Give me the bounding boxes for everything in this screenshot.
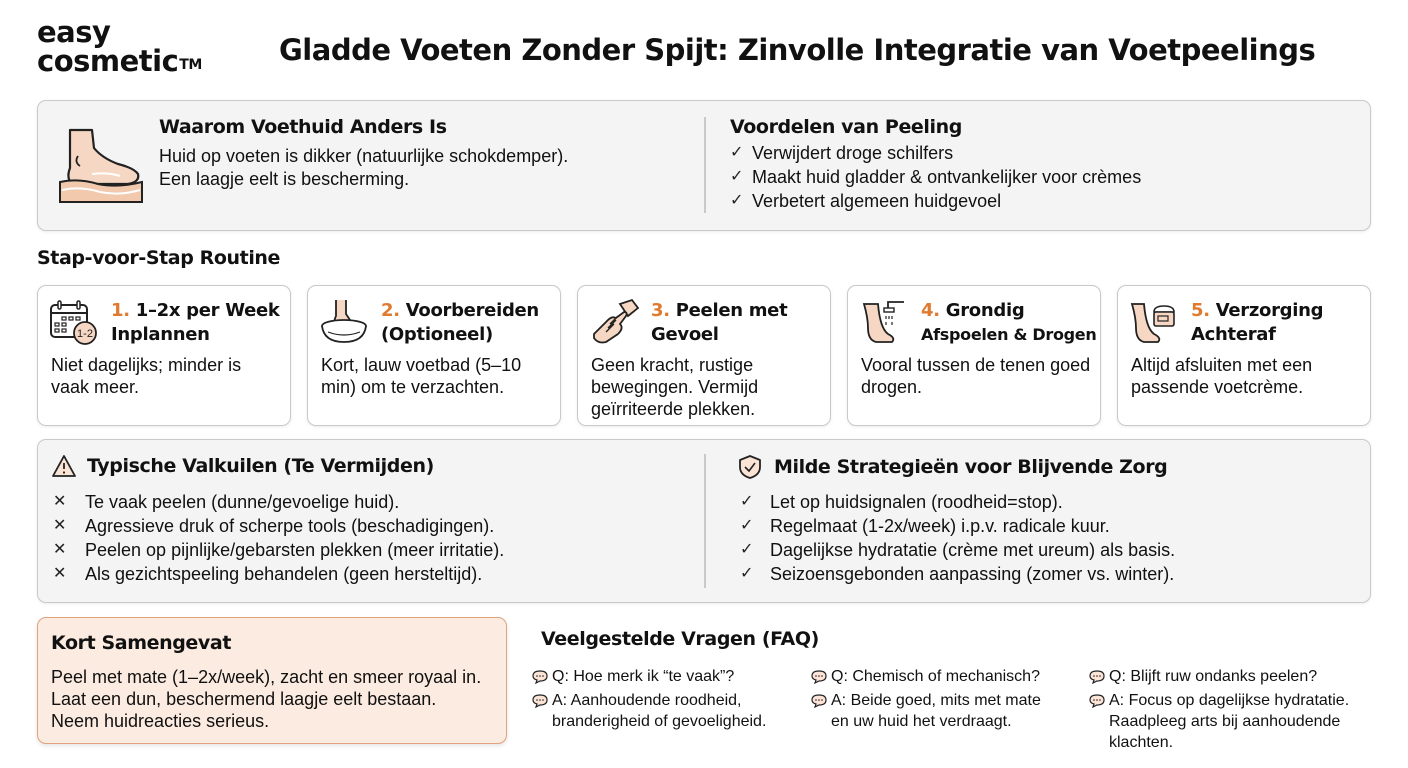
- pitfalls-strategies-panel: [37, 439, 1371, 603]
- step-card-1: [37, 285, 291, 426]
- faq-item-3: Q: Blijft ruw ondanks peelen? A: Focus op dagelijkse hydratatie. Raadpleeg arts bij aanhoudende klachten.: [1089, 666, 1349, 753]
- pitfalls-list: [53, 490, 504, 586]
- step-text: Niet dagelijks; minder is vaak meer.: [51, 355, 242, 397]
- check-icon: ✓: [730, 144, 744, 161]
- step-card-5: [1117, 285, 1371, 426]
- step-card-4: [847, 285, 1101, 426]
- benefits-list: [730, 141, 1141, 213]
- check-icon: ✓: [740, 565, 754, 582]
- strategies-heading: Milde Strategieën voor Blijvende Zorg: [774, 456, 1168, 478]
- svg-text:1-2: 1-2: [77, 328, 93, 340]
- cross-icon: ✕: [53, 493, 67, 510]
- speech-bubble-icon: [532, 666, 552, 690]
- step-card-3: [577, 285, 831, 426]
- list-item: ✓ Let op huidsignalen (roodheid=stop).: [740, 492, 1063, 512]
- foot-cream-icon: [1128, 298, 1180, 346]
- why-heading: Waarom Voethuid Anders Is: [159, 116, 447, 138]
- summary-text: Peel met mate (1–2x/week), zacht en smeer royaal in. Laat een dun, beschermend laagje eelt bestaan. Neem huidreacties serieus.: [51, 667, 482, 731]
- check-icon: ✓: [740, 541, 754, 558]
- why-line: Huid op voeten is dikker (natuurlijke schokdemper).: [159, 146, 569, 166]
- logo-line-1: easy: [37, 15, 111, 49]
- list-item: ✓ Verwijdert droge schilfers: [730, 143, 954, 163]
- speech-bubble-icon: [811, 690, 831, 732]
- speech-bubble-icon: [532, 690, 552, 732]
- step-title: 5. Verzorging Achteraf: [1191, 300, 1324, 345]
- step-title: 1. 1–2x per Week Inplannen: [111, 300, 280, 345]
- shield-check-icon: [738, 454, 762, 480]
- step-text: Altijd afsluiten met een passende voetcrème.: [1131, 355, 1313, 397]
- list-item: ✓ Maakt huid gladder & ontvankelijker voor crèmes: [730, 167, 1142, 187]
- list-item: ✓ Verbetert algemeen huidgevoel: [730, 191, 1002, 211]
- speech-bubble-icon: [1089, 690, 1109, 753]
- logo-line-2: cosmetic: [37, 44, 179, 78]
- divider: [704, 117, 706, 213]
- strategies-list: [740, 490, 1175, 586]
- step-title: 2. Voorbereiden (Optioneel): [381, 300, 539, 345]
- list-item: ✕ Peelen op pijnlijke/gebarsten plekken (meer irritatie).: [53, 540, 505, 560]
- faq-item-1: Q: Hoe merk ik “te vaak”? A: Aanhoudende roodheid, branderigheid of gevoeligheid.: [532, 666, 766, 732]
- benefits-heading: Voordelen van Peeling: [730, 116, 962, 138]
- check-icon: ✓: [740, 493, 754, 510]
- step-title: 3. Peelen met Gevoel: [651, 300, 788, 345]
- warning-icon: [51, 454, 77, 478]
- step-card-2: [307, 285, 561, 426]
- pitfalls-heading: Typische Valkuilen (Te Vermijden): [87, 455, 434, 477]
- why-line: Een laagje eelt is bescherming.: [159, 169, 410, 189]
- cross-icon: ✕: [53, 541, 67, 558]
- list-item: ✓ Seizoensgebonden aanpassing (zomer vs. winter).: [740, 564, 1175, 584]
- hand-scrub-icon: [588, 298, 640, 346]
- foot-shower-icon: [858, 298, 910, 346]
- step-text: Vooral tussen de tenen goed drogen.: [861, 355, 1091, 397]
- page-title: Gladde Voeten Zonder Spijt: Zinvolle Integratie van Voetpeelings: [279, 33, 1316, 67]
- list-item: ✕ Agressieve druk of scherpe tools (beschadigingen).: [53, 516, 495, 536]
- calendar-icon: [48, 298, 100, 346]
- summary-heading: Kort Samengevat: [51, 632, 232, 654]
- cross-icon: ✕: [53, 517, 67, 534]
- brand-logo: [37, 15, 202, 78]
- summary-box: [37, 617, 507, 744]
- check-icon: ✓: [730, 168, 744, 185]
- list-item: ✓ Dagelijkse hydratatie (crème met ureum) als basis.: [740, 540, 1176, 560]
- foot-bath-icon: [318, 298, 370, 346]
- speech-bubble-icon: [1089, 666, 1109, 690]
- speech-bubble-icon: [811, 666, 831, 690]
- list-item: ✕ Te vaak peelen (dunne/gevoelige huid).: [53, 492, 400, 512]
- intro-panel: [37, 100, 1371, 231]
- check-icon: ✓: [730, 192, 744, 209]
- routine-heading: Stap-voor-Stap Routine: [37, 247, 281, 269]
- list-item: ✕ Als gezichtspeeling behandelen (geen hersteltijd).: [53, 564, 483, 584]
- cross-icon: ✕: [53, 565, 67, 582]
- list-item: ✓ Regelmaat (1-2x/week) i.p.v. radicale kuur.: [740, 516, 1110, 536]
- divider: [704, 454, 706, 588]
- faq-heading: Veelgestelde Vragen (FAQ): [541, 628, 819, 650]
- step-text: Kort, lauw voetbad (5–10 min) om te verzachten.: [321, 355, 522, 397]
- trademark: TM: [179, 57, 202, 73]
- check-icon: ✓: [740, 517, 754, 534]
- step-text: Geen kracht, rustige bewegingen. Vermijd geïrriteerde plekken.: [591, 355, 759, 419]
- step-title: 4. Grondig Afspoelen & Drogen: [921, 300, 1097, 344]
- foot-sole-icon: [58, 126, 144, 206]
- why-text: [159, 145, 568, 191]
- faq-item-2: Q: Chemisch of mechanisch? A: Beide goed, mits met mate en uw huid het verdraagt.: [811, 666, 1041, 732]
